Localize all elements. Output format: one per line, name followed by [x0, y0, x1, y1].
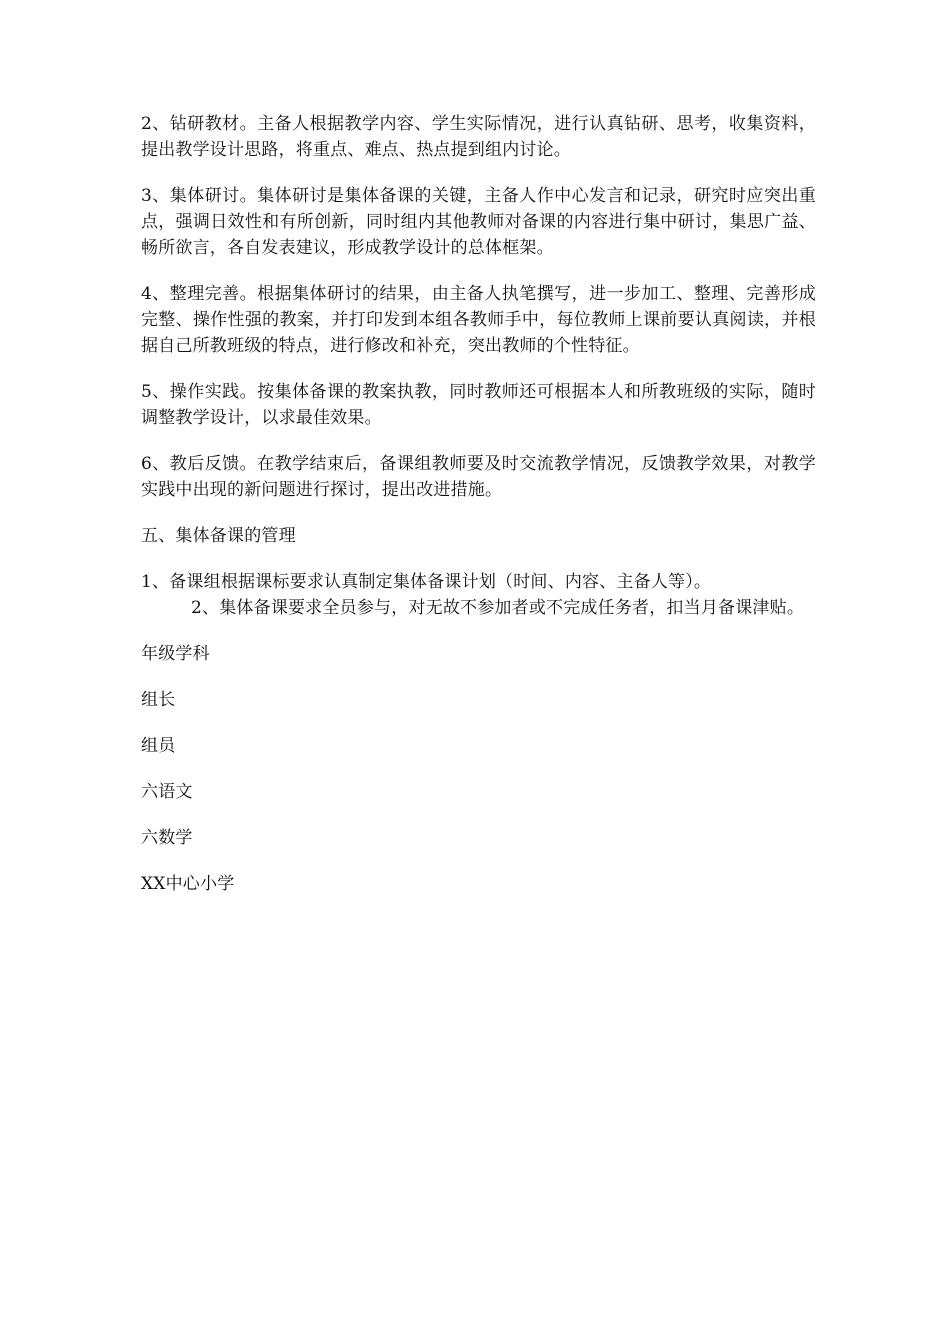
section-heading: 五、集体备课的管理	[141, 526, 296, 546]
table-line-grade6-chinese: 六语文	[141, 782, 193, 802]
table-line-leader: 组长	[141, 690, 176, 710]
management-item-1: 1、备课组根据课标要求认真制定集体备课计划（时间、内容、主备人等）。	[141, 572, 712, 592]
table-line-grade6-math: 六数学	[141, 828, 193, 848]
paragraph-practice: 5、操作实践。按集体备课的教案执教，同时教师还可根据本人和所教班级的实际，随时调整教学设计，以求最佳效果。	[141, 382, 816, 428]
table-line-members: 组员	[141, 736, 176, 756]
table-line-grade-subject: 年级学科	[141, 644, 210, 664]
paragraph-feedback: 6、教后反馈。在教学结束后，备课组教师要及时交流教学情况，反馈教学效果，对教学实践中出现的新问题进行探讨，提出改进措施。	[141, 454, 816, 500]
school-name: XX中心小学	[141, 874, 235, 894]
management-item-2: 2、集体备课要求全员参与，对无故不参加者或不完成任务者，扣当月备课津贴。	[191, 598, 805, 618]
paragraph-study-materials: 2、钻研教材。主备人根据教学内容、学生实际情况，进行认真钻研、思考，收集资料，提出教学设计思路，将重点、难点、热点提到组内讨论。	[141, 114, 816, 160]
paragraph-refine: 4、整理完善。根据集体研讨的结果，由主备人执笔撰写，进一步加工、整理、完善形成完整、操作性强的教案，并打印发到本组各教师手中，每位教师上课前要认真阅读，并根据自己所教班级的特点，进行修改和补充，突出教师的个性特征。	[141, 284, 816, 356]
document-body	[141, 111, 816, 917]
paragraph-collective-discussion: 3、集体研讨。集体研讨是集体备课的关键，主备人作中心发言和记录，研究时应突出重点，强调日效性和有所创新，同时组内其他教师对备课的内容进行集中研讨，集思广益、畅所欲言，各自发表建议，形成教学设计的总体框架。	[141, 186, 816, 258]
